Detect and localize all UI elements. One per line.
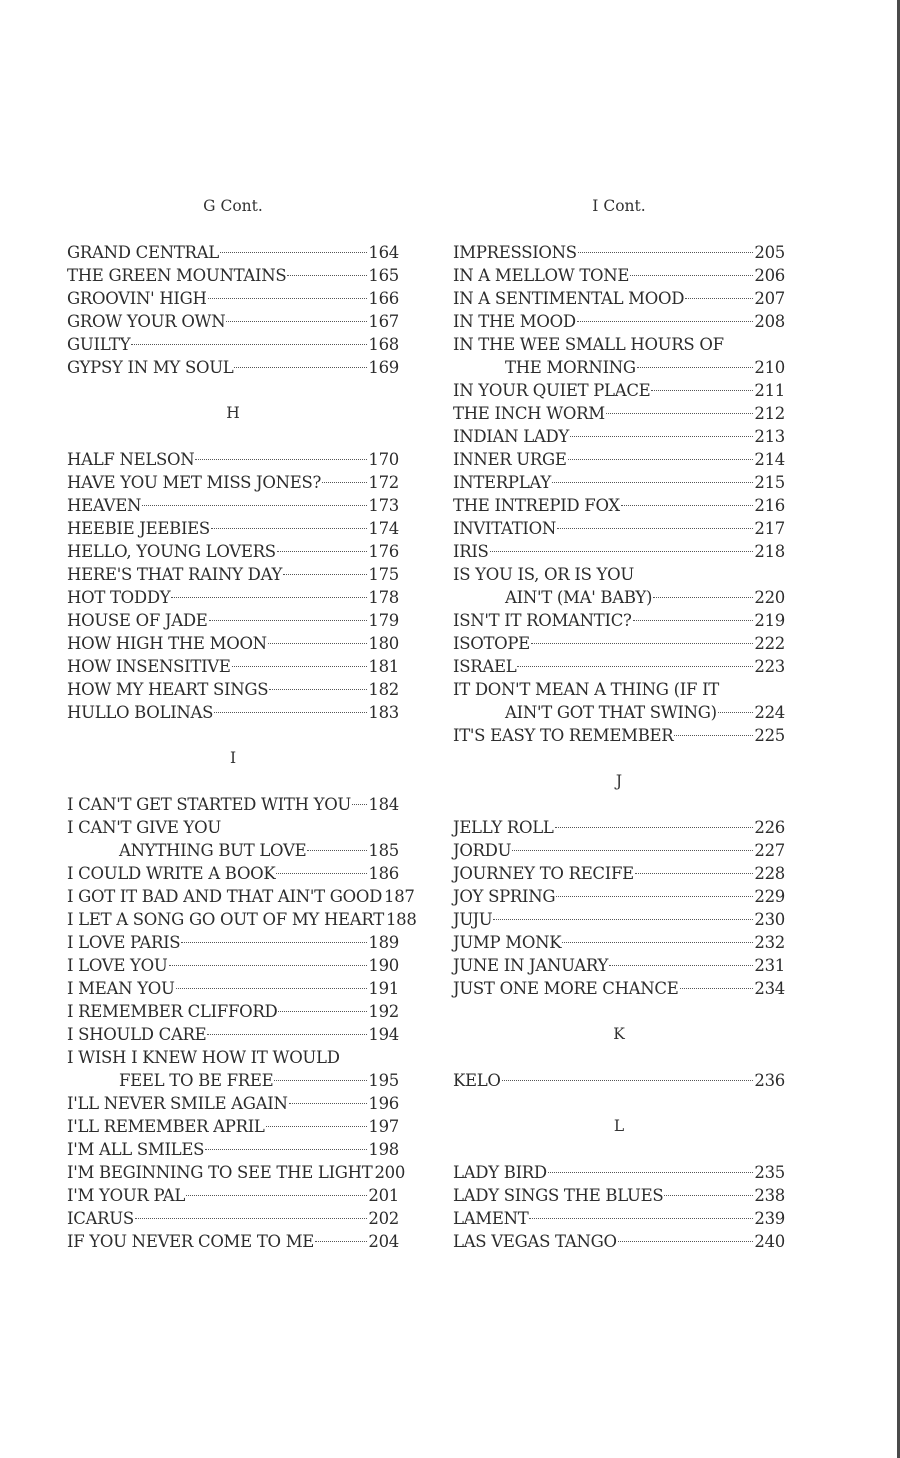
dot-leader bbox=[277, 551, 368, 552]
index-entry[interactable] bbox=[67, 977, 399, 1000]
index-entry[interactable] bbox=[453, 448, 785, 471]
index-entry[interactable] bbox=[67, 793, 399, 816]
dot-leader bbox=[315, 1241, 367, 1242]
entry-title: I MEAN YOU bbox=[67, 979, 175, 998]
entry-title: JOURNEY TO RECIFE bbox=[453, 864, 634, 883]
entry-title-continuation: AIN'T GOT THAT SWING) bbox=[505, 703, 717, 722]
index-section bbox=[67, 195, 399, 379]
index-section bbox=[67, 724, 417, 1253]
dot-leader bbox=[283, 574, 367, 575]
section-heading: J bbox=[615, 772, 623, 790]
dot-leader bbox=[214, 712, 367, 713]
dot-leader bbox=[562, 942, 753, 943]
dot-leader bbox=[322, 482, 367, 483]
dot-leader bbox=[517, 666, 753, 667]
page-number: 222 bbox=[754, 634, 785, 653]
entry-title: JUST ONE MORE CHANCE bbox=[453, 979, 679, 998]
index-entry[interactable] bbox=[453, 862, 785, 885]
page-number: 195 bbox=[368, 1071, 399, 1090]
entry-title: IN THE WEE SMALL HOURS OF bbox=[453, 335, 724, 354]
page-number: 170 bbox=[368, 450, 399, 469]
dot-leader bbox=[269, 689, 367, 690]
section-spacer bbox=[67, 724, 399, 747]
dot-leader bbox=[606, 413, 754, 414]
left-column bbox=[67, 195, 417, 1253]
dot-leader bbox=[531, 643, 753, 644]
entry-title: GROOVIN' HIGH bbox=[67, 289, 207, 308]
index-entry[interactable] bbox=[67, 885, 415, 908]
entry-title: ISN'T IT ROMANTIC? bbox=[453, 611, 632, 630]
page-number: 238 bbox=[754, 1186, 785, 1205]
entry-title: JOY SPRING bbox=[453, 887, 556, 906]
index-entry[interactable] bbox=[453, 310, 785, 333]
entry-title: I CAN'T GIVE YOU bbox=[67, 818, 221, 837]
index-entry[interactable] bbox=[453, 678, 785, 724]
entry-title: KELO bbox=[453, 1071, 501, 1090]
page-number: 181 bbox=[368, 657, 399, 676]
index-entry[interactable] bbox=[453, 563, 785, 609]
dot-leader bbox=[268, 643, 368, 644]
page-number: 175 bbox=[368, 565, 399, 584]
entry-title: THE GREEN MOUNTAINS bbox=[67, 266, 287, 285]
entry-title: LADY SINGS THE BLUES bbox=[453, 1186, 664, 1205]
index-entry[interactable] bbox=[453, 908, 785, 931]
dot-leader bbox=[226, 321, 367, 322]
page-number: 194 bbox=[368, 1025, 399, 1044]
entry-title: HULLO BOLINAS bbox=[67, 703, 214, 722]
index-entry[interactable] bbox=[67, 494, 399, 517]
dot-leader bbox=[234, 367, 367, 368]
page-number: 196 bbox=[368, 1094, 399, 1113]
page-number: 218 bbox=[754, 542, 785, 561]
index-entry[interactable] bbox=[453, 724, 785, 747]
index-entry[interactable] bbox=[453, 632, 785, 655]
entry-title: HOW INSENSITIVE bbox=[67, 657, 231, 676]
index-entry[interactable] bbox=[67, 241, 399, 264]
dot-leader bbox=[181, 942, 367, 943]
page-number: 173 bbox=[368, 496, 399, 515]
index-entry[interactable] bbox=[453, 954, 785, 977]
entry-title: IT DON'T MEAN A THING (IF IT bbox=[453, 680, 719, 699]
index-entry[interactable] bbox=[67, 540, 399, 563]
dot-leader bbox=[674, 735, 753, 736]
index-entry[interactable] bbox=[67, 1207, 399, 1230]
entry-title: I'M ALL SMILES bbox=[67, 1140, 205, 1159]
page-number: 169 bbox=[368, 358, 399, 377]
page-number: 180 bbox=[368, 634, 399, 653]
entry-title: INVITATION bbox=[453, 519, 556, 538]
index-entry[interactable] bbox=[453, 379, 785, 402]
entry-title: INNER URGE bbox=[453, 450, 567, 469]
entry-title: INTERPLAY bbox=[453, 473, 551, 492]
entry-title: THE INTREPID FOX bbox=[453, 496, 620, 515]
dot-leader bbox=[653, 597, 753, 598]
entry-title-continuation: AIN'T (MA' BABY) bbox=[505, 588, 653, 607]
index-entry[interactable] bbox=[453, 540, 785, 563]
dot-leader bbox=[352, 804, 367, 805]
dot-leader bbox=[135, 1218, 368, 1219]
index-entry[interactable] bbox=[67, 264, 399, 287]
entry-title: IN A MELLOW TONE bbox=[453, 266, 630, 285]
index-entry[interactable] bbox=[67, 908, 417, 931]
index-entry[interactable] bbox=[453, 494, 785, 517]
index-entry[interactable] bbox=[67, 1023, 399, 1046]
page-number: 201 bbox=[368, 1186, 399, 1205]
page-number: 239 bbox=[754, 1209, 785, 1228]
dot-leader bbox=[169, 965, 368, 966]
section-heading: H bbox=[226, 404, 240, 422]
index-section bbox=[453, 1000, 785, 1092]
page-number: 214 bbox=[754, 450, 785, 469]
page-number: 184 bbox=[368, 795, 399, 814]
entry-title: LADY BIRD bbox=[453, 1163, 547, 1182]
dot-leader bbox=[578, 252, 754, 253]
entry-title: JUJU bbox=[453, 910, 493, 929]
page-number: 204 bbox=[368, 1232, 399, 1251]
page-number: 212 bbox=[754, 404, 785, 423]
index-entry[interactable] bbox=[67, 954, 399, 977]
page-number: 182 bbox=[368, 680, 399, 699]
dot-leader bbox=[685, 298, 753, 299]
entry-title: IT'S EASY TO REMEMBER bbox=[453, 726, 674, 745]
entry-title: HALF NELSON bbox=[67, 450, 195, 469]
page-number: 168 bbox=[368, 335, 399, 354]
dot-leader bbox=[577, 321, 754, 322]
page-number: 205 bbox=[754, 243, 785, 262]
entry-title: JELLY ROLL bbox=[453, 818, 554, 837]
dot-leader bbox=[207, 1034, 367, 1035]
dot-leader bbox=[289, 1103, 368, 1104]
entry-title: HEAVEN bbox=[67, 496, 142, 515]
entry-title: IRIS bbox=[453, 542, 489, 561]
index-entry[interactable] bbox=[67, 678, 399, 701]
entry-title: GYPSY IN MY SOUL bbox=[67, 358, 234, 377]
page-number: 234 bbox=[754, 979, 785, 998]
index-section bbox=[67, 379, 399, 724]
page-number: 202 bbox=[368, 1209, 399, 1228]
page-number: 220 bbox=[754, 588, 785, 607]
dot-leader bbox=[548, 1172, 754, 1173]
index-entry[interactable] bbox=[67, 1184, 399, 1207]
dot-leader bbox=[209, 620, 368, 621]
entry-title: IS YOU IS, OR IS YOU bbox=[453, 565, 634, 584]
entry-title: I'M BEGINNING TO SEE THE LIGHT bbox=[67, 1163, 373, 1182]
page-number: 185 bbox=[368, 841, 399, 860]
page-number: 207 bbox=[754, 289, 785, 308]
page-number: 232 bbox=[754, 933, 785, 952]
section-heading: G Cont. bbox=[203, 197, 263, 215]
page-number: 235 bbox=[754, 1163, 785, 1182]
page-number: 188 bbox=[385, 910, 417, 929]
index-entry[interactable] bbox=[67, 517, 399, 540]
page-number: 187 bbox=[384, 887, 415, 906]
page-number: 165 bbox=[368, 266, 399, 285]
dot-leader bbox=[232, 666, 368, 667]
dot-leader bbox=[618, 1241, 754, 1242]
section-heading: L bbox=[613, 1117, 625, 1135]
index-entry[interactable] bbox=[67, 563, 399, 586]
entry-title: IN YOUR QUIET PLACE bbox=[453, 381, 651, 400]
entry-title: GUILTY bbox=[67, 335, 131, 354]
index-entry[interactable] bbox=[67, 1161, 406, 1184]
index-entry[interactable] bbox=[67, 1230, 399, 1253]
index-entry[interactable] bbox=[67, 816, 399, 862]
entry-title: JORDU bbox=[453, 841, 512, 860]
page-number: 226 bbox=[754, 818, 785, 837]
dot-leader bbox=[621, 505, 754, 506]
page-number: 200 bbox=[374, 1163, 406, 1182]
entry-title: THE INCH WORM bbox=[453, 404, 605, 423]
entry-title: I REMEMBER CLIFFORD bbox=[67, 1002, 278, 1021]
index-entry[interactable] bbox=[453, 287, 785, 310]
page-number: 225 bbox=[754, 726, 785, 745]
entry-title: IMPRESSIONS bbox=[453, 243, 577, 262]
section-spacer bbox=[453, 1000, 785, 1023]
dot-leader bbox=[493, 919, 753, 920]
index-entry[interactable] bbox=[453, 839, 785, 862]
entry-title: JUNE IN JANUARY bbox=[453, 956, 609, 975]
index-entry[interactable] bbox=[67, 1115, 399, 1138]
entry-title: I WISH I KNEW HOW IT WOULD bbox=[67, 1048, 340, 1067]
dot-leader bbox=[568, 459, 754, 460]
dot-leader bbox=[274, 1080, 367, 1081]
dot-leader bbox=[680, 988, 754, 989]
entry-title: HAVE YOU MET MISS JONES? bbox=[67, 473, 321, 492]
dot-leader bbox=[570, 436, 753, 437]
entry-title: I COULD WRITE A BOOK bbox=[67, 864, 276, 883]
dot-leader bbox=[205, 1149, 367, 1150]
entry-title: IF YOU NEVER COME TO ME bbox=[67, 1232, 315, 1251]
index-entry[interactable] bbox=[453, 1230, 785, 1253]
entry-title: ISOTOPE bbox=[453, 634, 530, 653]
entry-title-continuation: ANYTHING BUT LOVE bbox=[119, 841, 307, 860]
page-number: 227 bbox=[754, 841, 785, 860]
index-entry[interactable] bbox=[453, 517, 785, 540]
index-entry[interactable] bbox=[453, 425, 785, 448]
page-number: 206 bbox=[754, 266, 785, 285]
index-entry[interactable] bbox=[67, 609, 399, 632]
dot-leader bbox=[557, 528, 753, 529]
dot-leader bbox=[502, 1080, 754, 1081]
page-number: 189 bbox=[368, 933, 399, 952]
entry-title: I SHOULD CARE bbox=[67, 1025, 207, 1044]
index-entry[interactable] bbox=[67, 1000, 399, 1023]
index-section bbox=[453, 1092, 785, 1253]
page-number: 167 bbox=[368, 312, 399, 331]
dot-leader bbox=[664, 1195, 753, 1196]
dot-leader bbox=[211, 528, 367, 529]
page-number: 216 bbox=[754, 496, 785, 515]
page-number: 176 bbox=[368, 542, 399, 561]
index-entry[interactable] bbox=[67, 1046, 399, 1092]
index-entry[interactable] bbox=[67, 1138, 399, 1161]
index-entry[interactable] bbox=[67, 448, 399, 471]
page-number: 219 bbox=[754, 611, 785, 630]
index-entry[interactable] bbox=[453, 1207, 785, 1230]
index-entry[interactable] bbox=[453, 1184, 785, 1207]
index-entry[interactable] bbox=[67, 655, 399, 678]
page-number: 229 bbox=[754, 887, 785, 906]
page-number: 166 bbox=[368, 289, 399, 308]
right-column bbox=[453, 195, 785, 1253]
index-section bbox=[453, 195, 785, 747]
index-entry[interactable] bbox=[67, 931, 399, 954]
entry-title: I GOT IT BAD AND THAT AIN'T GOOD bbox=[67, 887, 383, 906]
index-entry[interactable] bbox=[67, 287, 399, 310]
dot-leader bbox=[490, 551, 754, 552]
section-heading: I Cont. bbox=[592, 197, 646, 215]
entry-title: I'LL NEVER SMILE AGAIN bbox=[67, 1094, 288, 1113]
page-number: 213 bbox=[754, 427, 785, 446]
entry-title: HOW HIGH THE MOON bbox=[67, 634, 267, 653]
index-entry[interactable] bbox=[453, 402, 785, 425]
page-number: 178 bbox=[368, 588, 399, 607]
dot-leader bbox=[556, 896, 753, 897]
entry-title: I'M YOUR PAL bbox=[67, 1186, 186, 1205]
entry-title: IN A SENTIMENTAL MOOD bbox=[453, 289, 685, 308]
page-number: 230 bbox=[754, 910, 785, 929]
dot-leader bbox=[609, 965, 753, 966]
entry-title: LAMENT bbox=[453, 1209, 529, 1228]
index-entry[interactable] bbox=[67, 701, 399, 724]
entry-title: I LOVE PARIS bbox=[67, 933, 181, 952]
entry-title: HERE'S THAT RAINY DAY bbox=[67, 565, 283, 584]
index-entry[interactable] bbox=[67, 356, 399, 379]
dot-leader bbox=[552, 482, 753, 483]
page-number: 231 bbox=[754, 956, 785, 975]
dot-leader bbox=[208, 298, 368, 299]
dot-leader bbox=[142, 505, 367, 506]
entry-title: HOT TODDY bbox=[67, 588, 171, 607]
dot-leader bbox=[266, 1126, 368, 1127]
page-number: 210 bbox=[754, 358, 785, 377]
index-entry[interactable] bbox=[453, 264, 785, 287]
index-entry[interactable] bbox=[453, 1069, 785, 1092]
entry-title: I LOVE YOU bbox=[67, 956, 168, 975]
index-entry[interactable] bbox=[67, 471, 399, 494]
dot-leader bbox=[630, 275, 753, 276]
section-spacer bbox=[67, 379, 399, 402]
dot-leader bbox=[195, 459, 367, 460]
page-number: 236 bbox=[754, 1071, 785, 1090]
entry-title: I'LL REMEMBER APRIL bbox=[67, 1117, 265, 1136]
index-entry[interactable] bbox=[453, 885, 785, 908]
dot-leader bbox=[276, 873, 367, 874]
dot-leader bbox=[633, 620, 754, 621]
section-spacer bbox=[453, 1092, 785, 1115]
dot-leader bbox=[635, 873, 754, 874]
page-number: 164 bbox=[368, 243, 399, 262]
dot-leader bbox=[529, 1218, 753, 1219]
entry-title: ICARUS bbox=[67, 1209, 134, 1228]
page-number: 186 bbox=[368, 864, 399, 883]
page-number: 174 bbox=[368, 519, 399, 538]
entry-title-continuation: FEEL TO BE FREE bbox=[119, 1071, 274, 1090]
index-entry[interactable] bbox=[453, 931, 785, 954]
dot-leader bbox=[278, 1011, 367, 1012]
page-number: 191 bbox=[368, 979, 399, 998]
entry-title: HOW MY HEART SINGS bbox=[67, 680, 269, 699]
section-heading: I bbox=[229, 749, 237, 767]
index-entry[interactable] bbox=[67, 310, 399, 333]
index-entry[interactable] bbox=[453, 333, 785, 379]
index-entry[interactable] bbox=[67, 632, 399, 655]
entry-title: IN THE MOOD bbox=[453, 312, 576, 331]
page-number: 224 bbox=[754, 703, 785, 722]
page-number: 183 bbox=[368, 703, 399, 722]
entry-title: GRAND CENTRAL bbox=[67, 243, 219, 262]
page-number: 240 bbox=[754, 1232, 785, 1251]
entry-title-continuation: THE MORNING bbox=[505, 358, 636, 377]
dot-leader bbox=[176, 988, 368, 989]
dot-leader bbox=[220, 252, 367, 253]
index-entry[interactable] bbox=[453, 241, 785, 264]
page-number: 228 bbox=[754, 864, 785, 883]
page-number: 197 bbox=[368, 1117, 399, 1136]
index-entry[interactable] bbox=[453, 609, 785, 632]
entry-title: LAS VEGAS TANGO bbox=[453, 1232, 617, 1251]
page-number: 192 bbox=[368, 1002, 399, 1021]
entry-title: I LET A SONG GO OUT OF MY HEART bbox=[67, 910, 384, 929]
page-number: 217 bbox=[754, 519, 785, 538]
dot-leader bbox=[718, 712, 754, 713]
index-entry[interactable] bbox=[67, 1092, 399, 1115]
entry-title: HELLO, YOUNG LOVERS bbox=[67, 542, 276, 561]
dot-leader bbox=[171, 597, 367, 598]
index-entry[interactable] bbox=[67, 862, 399, 885]
entry-title: I CAN'T GET STARTED WITH YOU bbox=[67, 795, 352, 814]
section-spacer bbox=[453, 747, 785, 770]
dot-leader bbox=[287, 275, 367, 276]
dot-leader bbox=[555, 827, 754, 828]
page-number: 198 bbox=[368, 1140, 399, 1159]
index-entry[interactable] bbox=[67, 333, 399, 356]
dot-leader bbox=[512, 850, 753, 851]
entry-title: INDIAN LADY bbox=[453, 427, 569, 446]
index-section bbox=[453, 747, 785, 1000]
dot-leader bbox=[186, 1195, 367, 1196]
entry-title: ISRAEL bbox=[453, 657, 517, 676]
page-number: 215 bbox=[754, 473, 785, 492]
dot-leader bbox=[131, 344, 367, 345]
page-number: 223 bbox=[754, 657, 785, 676]
index-entry[interactable] bbox=[453, 977, 785, 1000]
page-number: 211 bbox=[754, 381, 785, 400]
page-number: 179 bbox=[368, 611, 399, 630]
page-number: 190 bbox=[368, 956, 399, 975]
index-entry[interactable] bbox=[67, 586, 399, 609]
entry-title: HOUSE OF JADE bbox=[67, 611, 208, 630]
index-entry[interactable] bbox=[453, 655, 785, 678]
dot-leader bbox=[307, 850, 367, 851]
index-entry[interactable] bbox=[453, 1161, 785, 1184]
section-heading: K bbox=[613, 1025, 625, 1043]
entry-title: HEEBIE JEEBIES bbox=[67, 519, 210, 538]
dot-leader bbox=[637, 367, 754, 368]
entry-title: GROW YOUR OWN bbox=[67, 312, 226, 331]
dot-leader bbox=[651, 390, 753, 391]
page-number: 208 bbox=[754, 312, 785, 331]
entry-title: JUMP MONK bbox=[453, 933, 562, 952]
index-entry[interactable] bbox=[453, 816, 785, 839]
page-number: 172 bbox=[368, 473, 399, 492]
index-entry[interactable] bbox=[453, 471, 785, 494]
